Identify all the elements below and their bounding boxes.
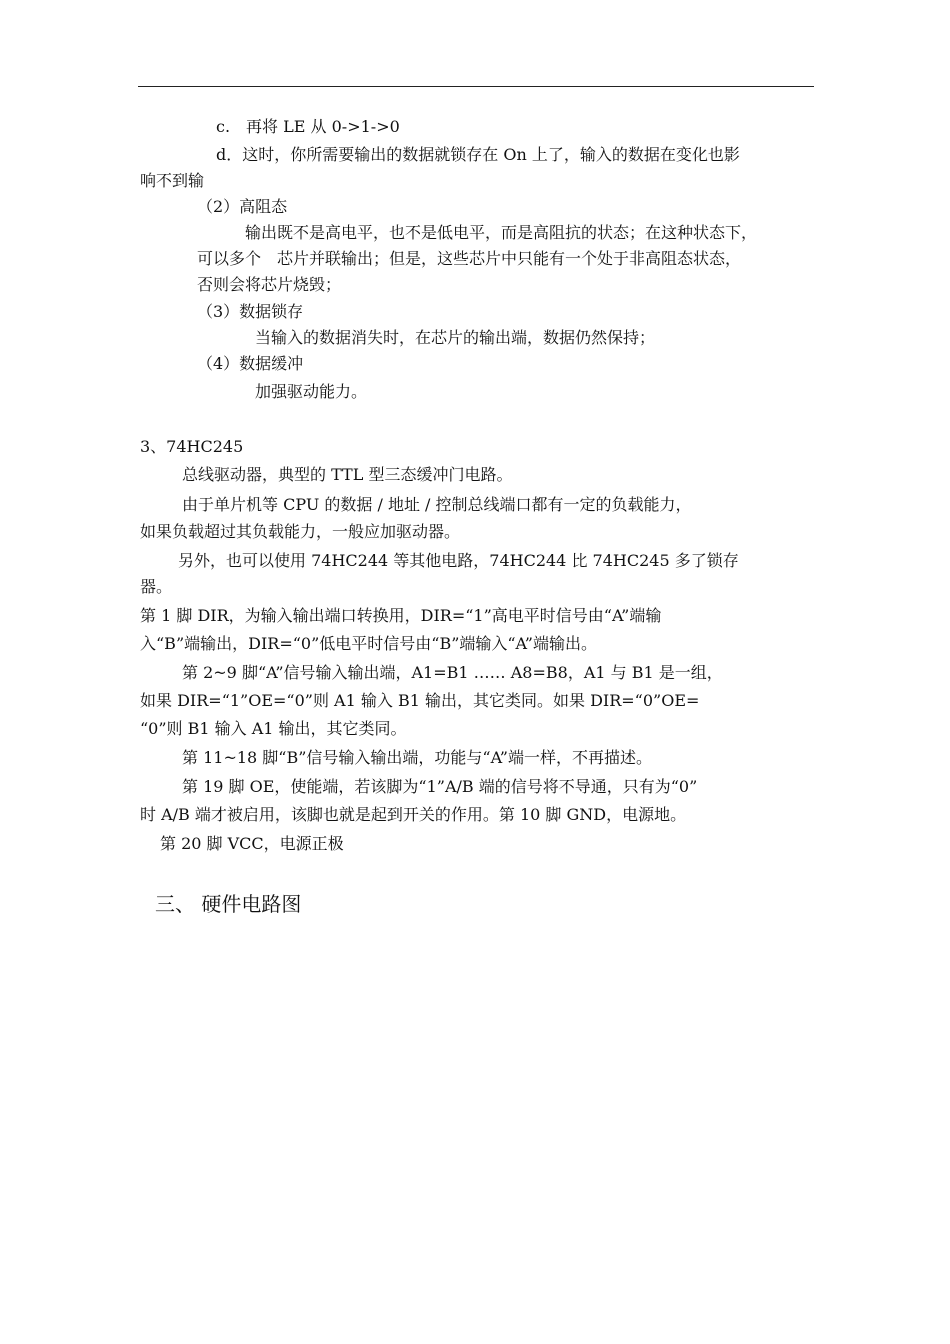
p2-line1: 由于单片机等 CPU 的数据 / 地址 / 控制总线端口都有一定的负载能力，: [182, 495, 692, 514]
list-item-d-line1: d．这时，你所需要输出的数据就锁存在 On 上了，输入的数据在变化也影: [216, 145, 740, 164]
p7-line1: 第 19 脚 OE，使能端，若该脚为“1”A/B 端的信号将不导通，只有为“0”: [182, 777, 698, 796]
p5-line3: “0”则 B1 输入 A1 输出，其它类同。: [140, 719, 407, 738]
high-impedance-line2: 可以多个 芯片并联输出；但是，这些芯片中只能有一个处于非高阻态状态，: [197, 249, 742, 268]
p4-line2: 入“B”端输出，DIR=“0”低电平时信号由“B”端输入“A”端输出。: [140, 634, 597, 653]
p7-line2: 时 A/B 端才被启用，该脚也就是起到开关的作用。第 10 脚 GND，电源地。: [140, 805, 687, 824]
data-buffer-line1: 加强驱动能力。: [255, 382, 368, 401]
heading-74hc245: 3、74HC245: [140, 437, 244, 456]
p1: 总线驱动器，典型的 TTL 型三态缓冲门电路。: [182, 465, 513, 484]
list-item-c: c. 再将 LE 从 0->1->0: [216, 117, 400, 136]
high-impedance-line3: 否则会将芯片烧毁；: [197, 275, 342, 294]
heading-data-latch: （3）数据锁存: [197, 302, 304, 321]
p5-line1: 第 2~9 脚“A”信号输入输出端，A1=B1 …… A8=B8，A1 与 B1 是一组，: [182, 663, 723, 682]
high-impedance-line1: 输出既不是高电平，也不是低电平，而是高阻抗的状态；在这种状态下，: [245, 223, 758, 242]
header-rule: [138, 86, 814, 87]
section-heading-hardware-circuit: 三、 硬件电路图: [155, 892, 302, 916]
data-latch-line1: 当输入的数据消失时，在芯片的输出端，数据仍然保持；: [255, 328, 656, 347]
list-item-d-line2: 响不到输: [140, 171, 205, 190]
p4-line1: 第 1 脚 DIR，为输入输出端口转换用，DIR=“1”高电平时信号由“A”端输: [140, 606, 662, 625]
heading-data-buffer: （4）数据缓冲: [197, 354, 304, 373]
p6-line1: 第 11~18 脚“B”信号输入输出端，功能与“A”端一样，不再描述。: [182, 748, 652, 767]
p5-line2: 如果 DIR=“1”OE=“0”则 A1 输入 B1 输出，其它类同。如果 DIR=“0”OE=: [140, 691, 700, 710]
p2-line2: 如果负载超过其负载能力，一般应加驱动器。: [140, 522, 461, 541]
heading-high-impedance: （2）高阻态: [197, 197, 288, 216]
p8-line1: 第 20 脚 VCC，电源正极: [160, 834, 344, 853]
p3-line2: 器。: [140, 577, 173, 596]
p3-line1: 另外，也可以使用 74HC244 等其他电路，74HC244 比 74HC245 多了锁存: [178, 551, 739, 570]
